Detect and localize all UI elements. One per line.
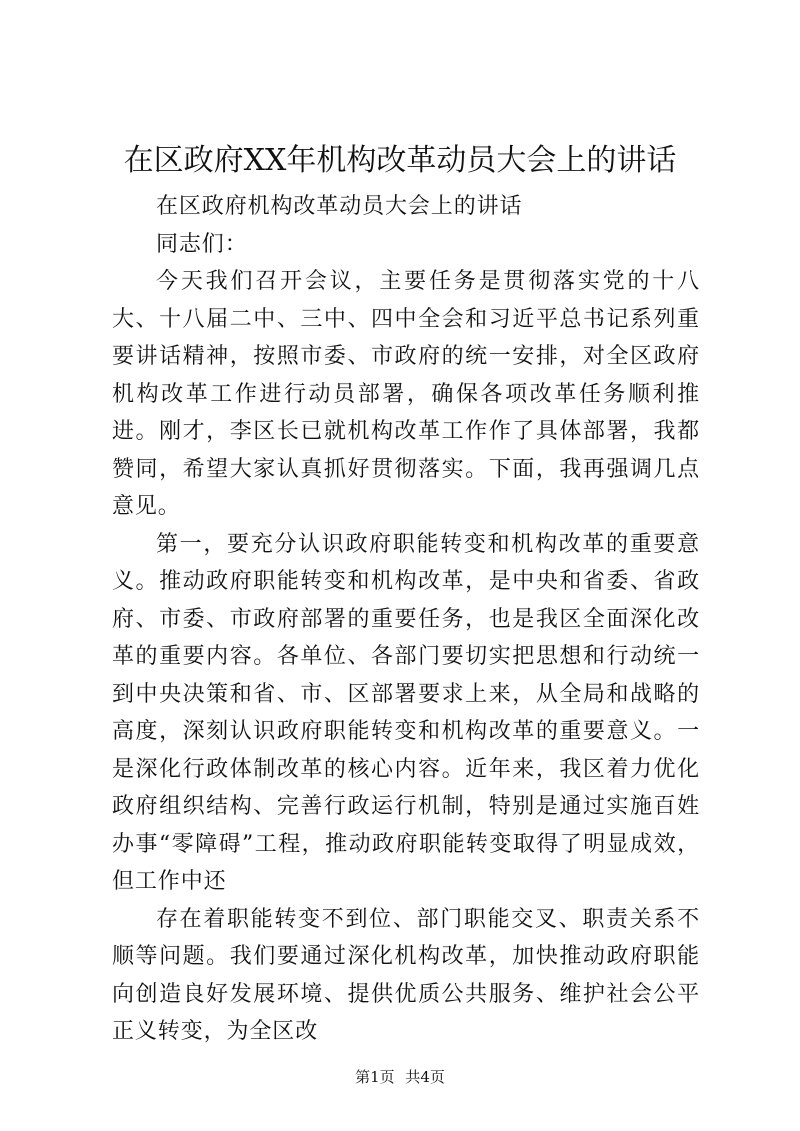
body-paragraph: 今天我们召开会议，主要任务是贯彻落实党的十八大、十八届二中、三中、四中全会和习近平总书记系列重要讲话精神，按照市委、市政府的统一安排，对全区政府机构改革工作进行动员部署，确保各项改革任务顺利推进。刚才，李区长已就机构改革工作作了具体部署，我都赞同，希望大家认真抓好贯彻落实。下面，我再强调几点意见。 bbox=[112, 269, 700, 519]
document-body bbox=[112, 188, 700, 1051]
page-footer bbox=[0, 1067, 800, 1087]
page-total: 共4页 bbox=[405, 1068, 445, 1086]
page-number: 第1页 bbox=[355, 1068, 395, 1086]
subtitle-paragraph: 在区政府机构改革动员大会上的讲话 bbox=[156, 194, 523, 219]
document-title: 在区政府XX年机构改革动员大会上的讲话 bbox=[123, 143, 677, 178]
salutation-paragraph: 同志们： bbox=[156, 231, 248, 257]
body-paragraph: 存在着职能转变不到位、部门职能交叉、职责关系不顺等问题。我们要通过深化机构改革，加快推动政府职能向创造良好发展环境、提供优质公共服务、维护社会公平正义转变，为全区改 bbox=[112, 906, 700, 1044]
body-paragraph: 第一，要充分认识政府职能转变和机构改革的重要意义。推动政府职能转变和机构改革，是中央和省委、省政府、市委、市政府部署的重要任务，也是我区全面深化改革的重要内容。各单位、各部门要切实把思想和行动统一到中央决策和省、市、区部署要求上来，从全局和战略的高度，深刻认识政府职能转变和机构改革的重要意义。一是深化行政体制改革的核心内容。近年来，我区着力优化政府组织结构、完善行政运行机制，特别是通过实施百姓办事“零障碍”工程，推动政府职能转变取得了明显成效，但工作中还 bbox=[112, 531, 700, 894]
